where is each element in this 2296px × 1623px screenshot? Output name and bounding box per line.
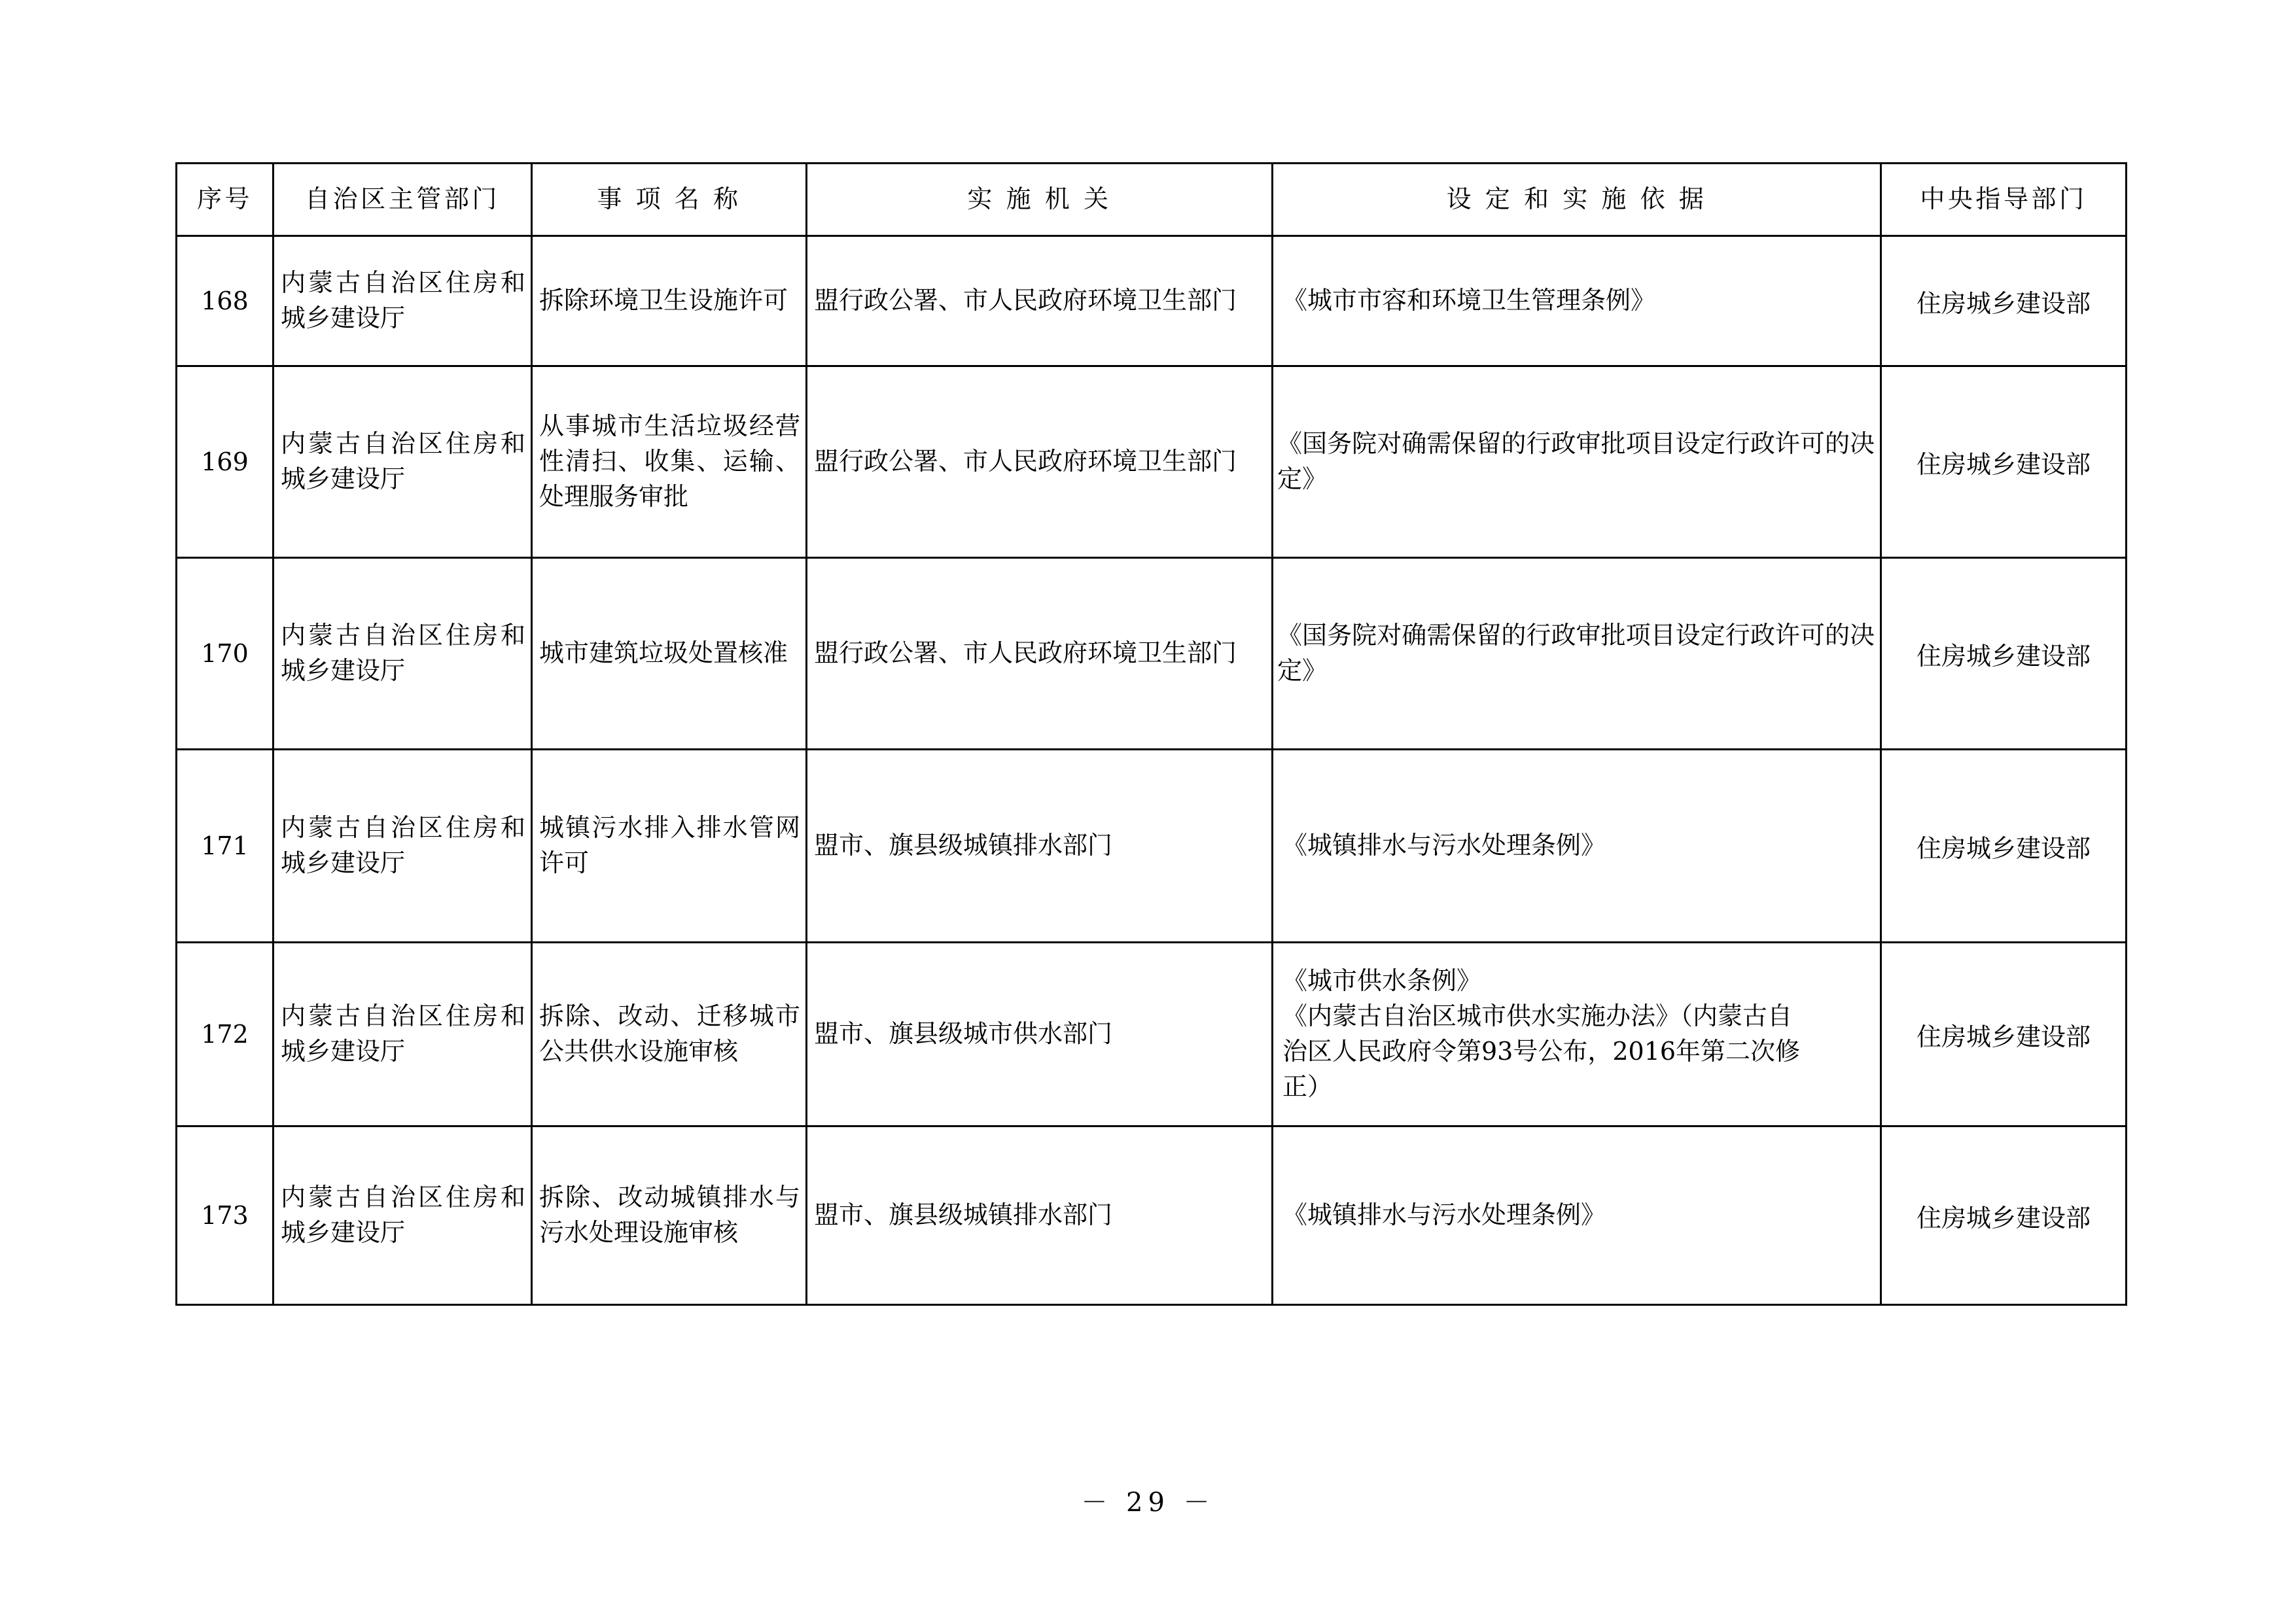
cell-central: 住房城乡建设部 bbox=[1881, 366, 2127, 558]
cell-basis: 《国务院对确需保留的行政审批项目设定行政许可的决定》 bbox=[1273, 366, 1881, 558]
table-row bbox=[177, 558, 2127, 750]
table-body bbox=[177, 236, 2127, 1305]
cell-item: 拆除、改动城镇排水与污水处理设施审核 bbox=[532, 1126, 807, 1305]
table-row bbox=[177, 1126, 2127, 1305]
header-cell-dept: 自治区主管部门 bbox=[274, 164, 532, 236]
cell-seq: 171 bbox=[177, 750, 274, 943]
table-row bbox=[177, 366, 2127, 558]
cell-org: 盟市、旗县级城镇排水部门 bbox=[807, 1126, 1273, 1305]
header-cell-item: 事 项 名 称 bbox=[532, 164, 807, 236]
page-number: － 29 － bbox=[1081, 1488, 1215, 1518]
cell-central: 住房城乡建设部 bbox=[1881, 1126, 2127, 1305]
cell-dept: 内蒙古自治区住房和城乡建设厅 bbox=[274, 236, 532, 366]
cell-central: 住房城乡建设部 bbox=[1881, 558, 2127, 750]
cell-seq: 168 bbox=[177, 236, 274, 366]
header-cell-central: 中央指导部门 bbox=[1881, 164, 2127, 236]
cell-item: 城市建筑垃圾处置核准 bbox=[532, 558, 807, 750]
table-row bbox=[177, 943, 2127, 1126]
cell-seq: 172 bbox=[177, 943, 274, 1126]
cell-seq: 173 bbox=[177, 1126, 274, 1305]
cell-dept: 内蒙古自治区住房和城乡建设厅 bbox=[274, 366, 532, 558]
cell-basis: 《城镇排水与污水处理条例》 bbox=[1273, 750, 1881, 943]
table-row bbox=[177, 236, 2127, 366]
cell-item: 拆除环境卫生设施许可 bbox=[532, 236, 807, 366]
table-row bbox=[177, 750, 2127, 943]
cell-seq: 169 bbox=[177, 366, 274, 558]
cell-item: 从事城市生活垃圾经营性清扫、收集、运输、处理服务审批 bbox=[532, 366, 807, 558]
cell-org: 盟行政公署、市人民政府环境卫生部门 bbox=[807, 558, 1273, 750]
header-cell-org: 实 施 机 关 bbox=[807, 164, 1273, 236]
cell-basis: 《城市市容和环境卫生管理条例》 bbox=[1273, 236, 1881, 366]
cell-basis: 《城镇排水与污水处理条例》 bbox=[1273, 1126, 1881, 1305]
cell-basis: 《城市供水条例》 《内蒙古自治区城市供水实施办法》（内蒙古自 治区人民政府令第93号公布，2016年第二次修 正） bbox=[1273, 943, 1881, 1126]
cell-item: 城镇污水排入排水管网许可 bbox=[532, 750, 807, 943]
cell-org: 盟市、旗县级城市供水部门 bbox=[807, 943, 1273, 1126]
cell-org: 盟行政公署、市人民政府环境卫生部门 bbox=[807, 236, 1273, 366]
header-cell-seq: 序号 bbox=[177, 164, 274, 236]
cell-dept: 内蒙古自治区住房和城乡建设厅 bbox=[274, 1126, 532, 1305]
cell-central: 住房城乡建设部 bbox=[1881, 943, 2127, 1126]
administrative-license-table bbox=[175, 162, 2127, 1306]
header-cell-basis: 设 定 和 实 施 依 据 bbox=[1273, 164, 1881, 236]
cell-central: 住房城乡建设部 bbox=[1881, 750, 2127, 943]
cell-item: 拆除、改动、迁移城市公共供水设施审核 bbox=[532, 943, 807, 1126]
cell-seq: 170 bbox=[177, 558, 274, 750]
cell-dept: 内蒙古自治区住房和城乡建设厅 bbox=[274, 943, 532, 1126]
cell-org: 盟市、旗县级城镇排水部门 bbox=[807, 750, 1273, 943]
table-header bbox=[177, 164, 2127, 236]
table-header-row bbox=[177, 164, 2127, 236]
cell-dept: 内蒙古自治区住房和城乡建设厅 bbox=[274, 558, 532, 750]
cell-dept: 内蒙古自治区住房和城乡建设厅 bbox=[274, 750, 532, 943]
cell-org: 盟行政公署、市人民政府环境卫生部门 bbox=[807, 366, 1273, 558]
cell-basis: 《国务院对确需保留的行政审批项目设定行政许可的决定》 bbox=[1273, 558, 1881, 750]
cell-central: 住房城乡建设部 bbox=[1881, 236, 2127, 366]
